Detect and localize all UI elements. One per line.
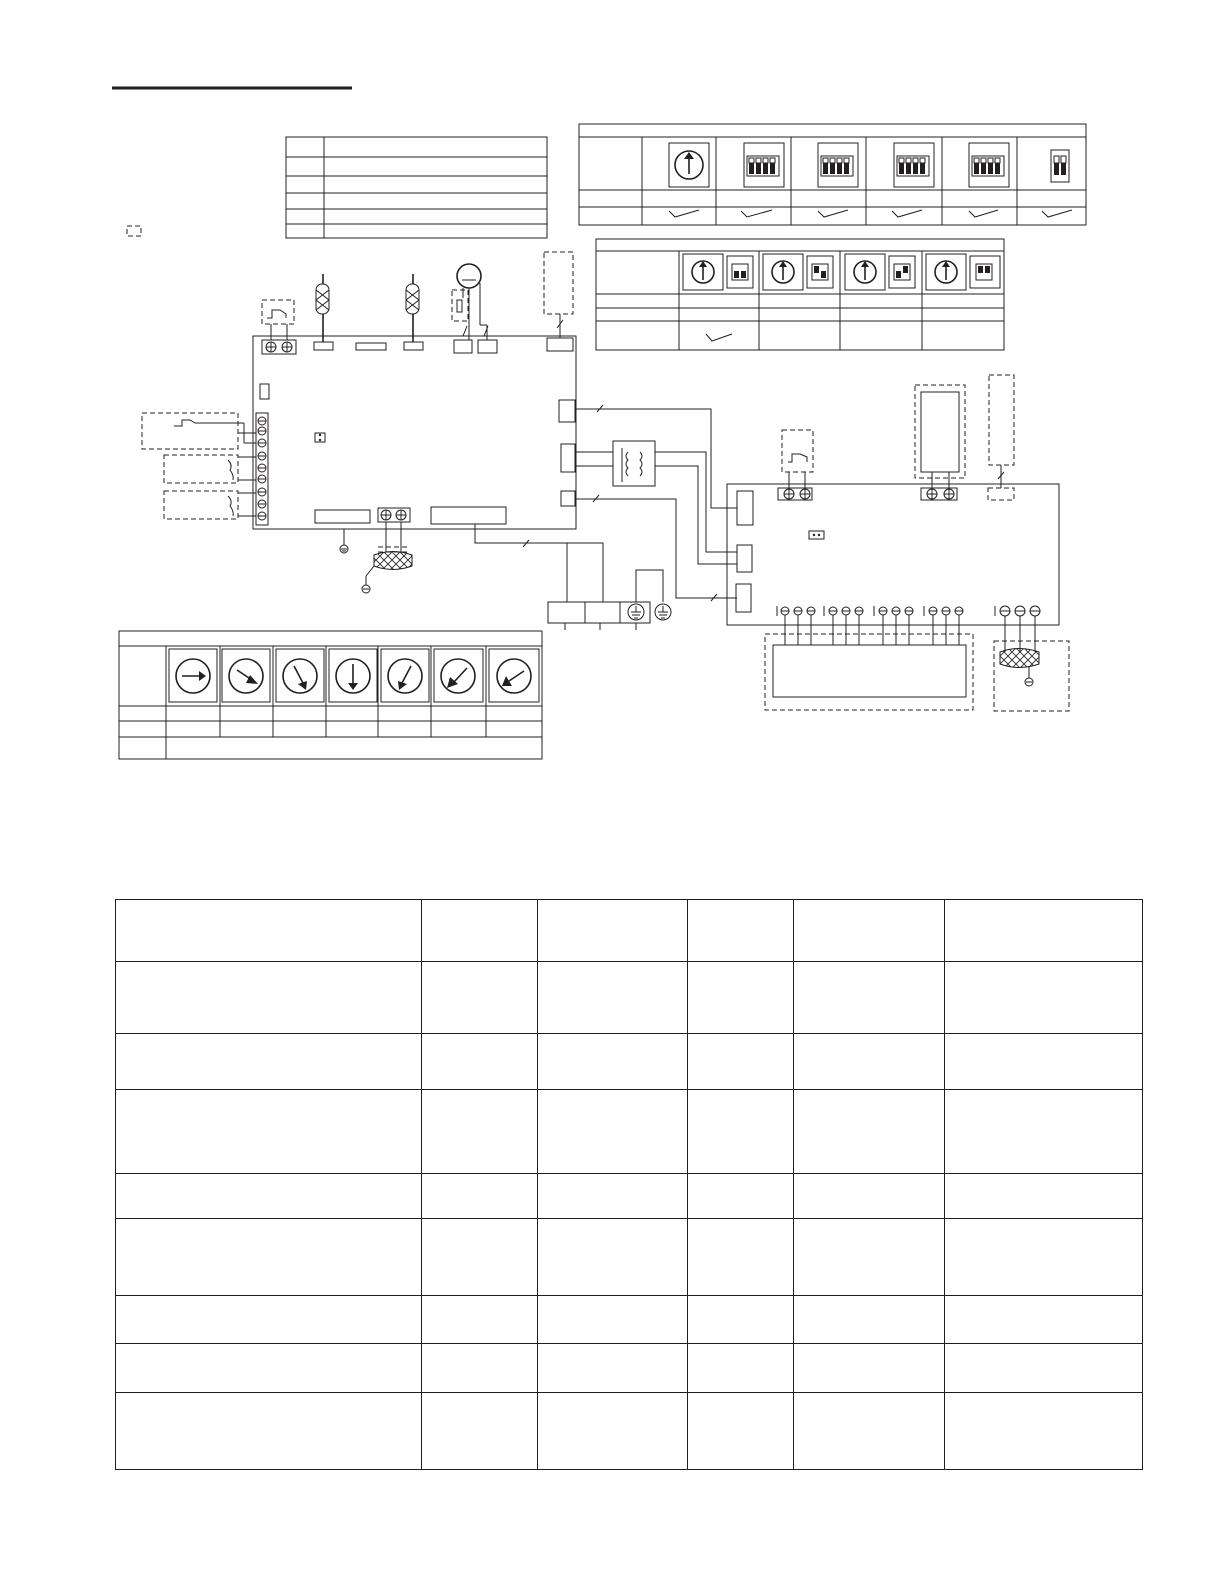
spec-cell — [538, 1296, 688, 1344]
spec-header-cell — [422, 900, 538, 962]
spec-cell — [538, 1034, 688, 1090]
external-device-box — [164, 491, 256, 519]
spec-cell — [794, 1090, 945, 1174]
switch-table-lower-left — [119, 631, 542, 759]
thermistor-icon — [406, 274, 419, 342]
ground-icon — [655, 604, 671, 620]
spec-cell — [688, 1219, 794, 1296]
spec-cell — [422, 1090, 538, 1174]
spec-cell — [116, 1393, 422, 1470]
ground-icon — [628, 604, 644, 620]
transformer-icon — [613, 441, 655, 486]
rotary-switch-icon — [434, 649, 483, 702]
main-pcb — [253, 336, 576, 529]
legend-dashed-symbol — [127, 226, 141, 236]
spec-cell — [945, 1219, 1143, 1296]
spec-table-header — [116, 900, 1143, 962]
spec-cell — [538, 962, 688, 1034]
spec-cell — [945, 1174, 1143, 1219]
rotary-switch-icon — [489, 649, 539, 702]
spec-cell — [538, 1219, 688, 1296]
shielded-cable-icon — [994, 616, 1069, 711]
rotary-switch-icon — [329, 649, 377, 702]
spec-cell — [688, 1393, 794, 1470]
spec-cell — [538, 1344, 688, 1393]
rotary-switch-icon — [381, 649, 429, 702]
dip-switch-icon — [894, 143, 934, 187]
option-dashed-box — [915, 385, 965, 488]
secondary-pcb — [727, 484, 1059, 625]
spec-cell — [422, 1174, 538, 1219]
table-row — [116, 1393, 1143, 1470]
dip-switch-icon — [889, 256, 915, 288]
rotary-switch-icon — [669, 143, 709, 187]
rotary-switch-icon — [926, 254, 966, 290]
terminal-screw-icon — [258, 417, 266, 520]
interconnect-wires — [475, 405, 737, 602]
shielded-cable-icon — [362, 522, 412, 593]
terminal-screw-icon — [777, 606, 1040, 616]
float-switch-icon — [142, 413, 256, 449]
table-row — [116, 1034, 1143, 1090]
spec-cell — [116, 1344, 422, 1393]
option-dashed-box — [989, 375, 1014, 488]
spec-header-cell — [794, 900, 945, 962]
rotary-switch-icon — [845, 254, 885, 290]
table-row — [116, 1174, 1143, 1219]
option-dashed-box — [544, 252, 573, 338]
spec-cell — [945, 962, 1143, 1034]
ground-icon — [340, 529, 348, 553]
spec-cell — [794, 1393, 945, 1470]
remote-controller-box — [765, 615, 973, 710]
rotary-switch-icon — [222, 649, 270, 702]
rotary-switch-icon — [763, 254, 803, 290]
spec-cell — [688, 1344, 794, 1393]
spec-cell — [422, 1393, 538, 1470]
spec-cell — [945, 1393, 1143, 1470]
spec-cell — [116, 962, 422, 1034]
rotary-switch-icon — [683, 254, 723, 290]
table-row — [116, 1219, 1143, 1296]
rotary-switch-icon — [169, 649, 217, 702]
external-device-box — [164, 455, 256, 483]
rotary-switch-icon — [276, 649, 324, 702]
spec-cell — [116, 1090, 422, 1174]
spec-header-cell — [116, 900, 422, 962]
spec-cell — [945, 1344, 1143, 1393]
spec-table — [115, 899, 1143, 1470]
motor-icon — [452, 264, 488, 340]
power-terminal-block — [548, 602, 650, 630]
spec-cell — [422, 1034, 538, 1090]
table-row — [116, 962, 1143, 1034]
table-row — [116, 1090, 1143, 1174]
dip-switch-icon — [727, 256, 753, 288]
spec-cell — [422, 1219, 538, 1296]
switch-table-upper-right — [579, 124, 1086, 225]
spec-cell — [688, 1034, 794, 1090]
dip-switch-icon — [970, 256, 1000, 288]
table-row — [116, 1344, 1143, 1393]
thermistor-icon — [316, 274, 329, 342]
spec-cell — [794, 1219, 945, 1296]
spec-cell — [116, 1296, 422, 1344]
spec-cell — [116, 1034, 422, 1090]
spec-header-cell — [945, 900, 1143, 962]
spec-cell — [794, 962, 945, 1034]
dip-switch-icon — [807, 256, 833, 288]
float-switch-icon — [782, 430, 813, 488]
spec-cell — [538, 1393, 688, 1470]
spec-cell — [422, 1296, 538, 1344]
spec-cell — [794, 1296, 945, 1344]
spec-cell — [794, 1034, 945, 1090]
spec-cell — [688, 1296, 794, 1344]
spec-cell — [688, 1090, 794, 1174]
dip-switch-icon — [744, 143, 784, 187]
switch-table-middle-right — [596, 239, 1004, 350]
spec-cell — [945, 1296, 1143, 1344]
spec-header-cell — [688, 900, 794, 962]
dip-switch-icon — [969, 143, 1009, 187]
spec-cell — [945, 1090, 1143, 1174]
spec-cell — [422, 1344, 538, 1393]
dip-switch-icon — [818, 143, 858, 187]
spec-cell — [116, 1174, 422, 1219]
spec-cell — [794, 1344, 945, 1393]
table-row — [116, 1296, 1143, 1344]
spec-header-cell — [538, 900, 688, 962]
spec-cell — [794, 1174, 945, 1219]
spec-cell — [538, 1090, 688, 1174]
dip-switch-icon — [1051, 150, 1069, 182]
spec-cell — [116, 1219, 422, 1296]
spec-cell — [538, 1174, 688, 1219]
legend-table — [286, 137, 547, 238]
spec-cell — [688, 962, 794, 1034]
spec-cell — [422, 962, 538, 1034]
spec-cell — [945, 1034, 1143, 1090]
spec-cell — [688, 1174, 794, 1219]
float-switch-icon — [262, 300, 294, 340]
